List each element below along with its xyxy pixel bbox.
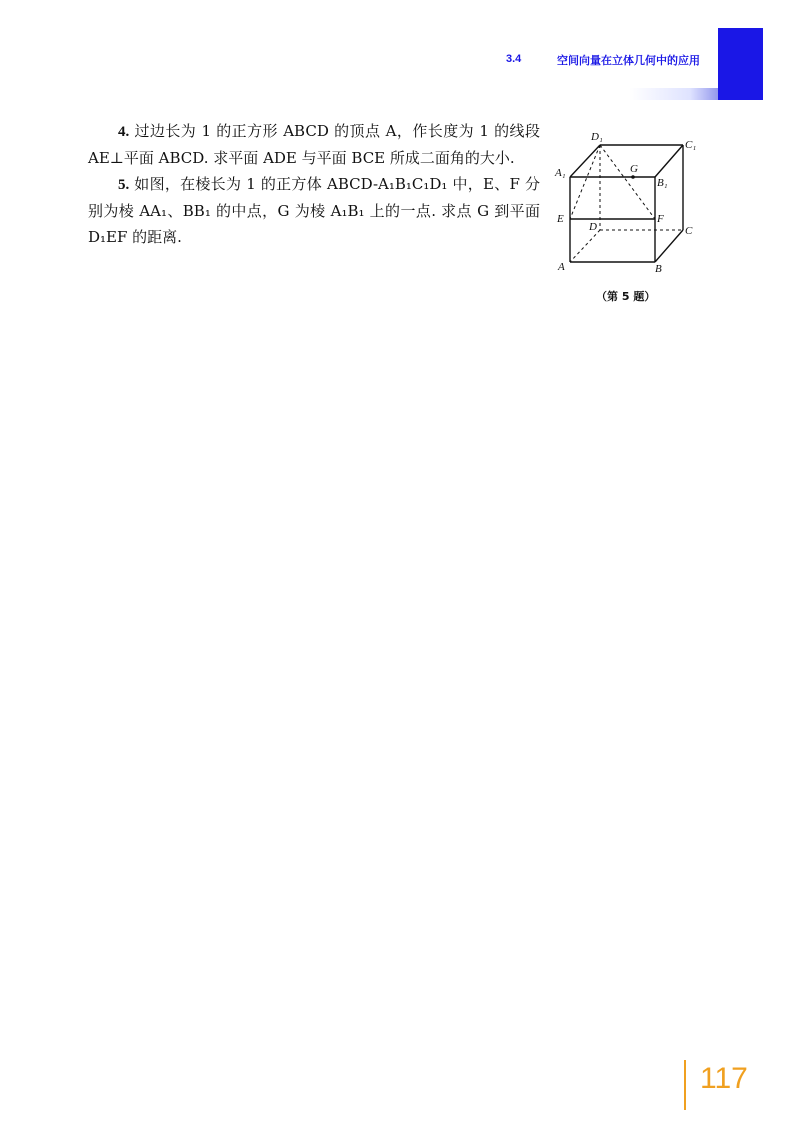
label-d1: D₁ xyxy=(591,131,603,143)
problem-4 xyxy=(88,118,540,171)
label-c: C xyxy=(685,225,693,237)
edge-c-b xyxy=(655,230,683,262)
page-number: 117 xyxy=(700,1062,748,1095)
section-number: 3.4 xyxy=(506,53,522,65)
label-e: E xyxy=(557,213,564,225)
label-g: G xyxy=(630,163,638,175)
problem-number: 5. xyxy=(118,177,130,193)
segment-d1-e xyxy=(570,145,600,219)
label-f: F xyxy=(657,213,664,225)
page-number-rule xyxy=(684,1060,686,1110)
problem-number: 4. xyxy=(118,124,130,140)
label-a: A xyxy=(558,261,565,273)
label-d: D xyxy=(589,221,597,233)
label-b1: B₁ xyxy=(657,177,668,189)
label-c1: C₁ xyxy=(685,139,697,151)
problem-list xyxy=(88,118,540,250)
cube-figure xyxy=(545,122,705,282)
problem-text: 如图，在棱长为 1 的正方体 ABCD-A₁B₁C₁D₁ 中，E、F 分别为棱 AA₁、BB₁ 的中点，G 为棱 A₁B₁ 上的一点. 求点 G 到平面 D₁EF 的距离. xyxy=(88,175,540,246)
figure-caption: （第 5 题） xyxy=(596,290,656,303)
segment-d1-f xyxy=(600,145,655,219)
problem-5 xyxy=(88,171,540,250)
problem-text: 过边长为 1 的正方形 ABCD 的顶点 A，作长度为 1 的线段 AE⊥平面 ABCD. 求平面 ADE 与平面 BCE 所成二面角的大小. xyxy=(88,122,540,167)
section-title: 空间向量在立体几何中的应用 xyxy=(557,54,700,67)
label-b: B xyxy=(655,263,662,275)
edge-a1-d1 xyxy=(570,145,600,177)
edge-d-a xyxy=(570,230,600,262)
point-g xyxy=(631,175,635,179)
edge-c1-b1 xyxy=(655,145,683,177)
label-a1: A₁ xyxy=(555,167,566,179)
header-color-block xyxy=(718,28,763,100)
